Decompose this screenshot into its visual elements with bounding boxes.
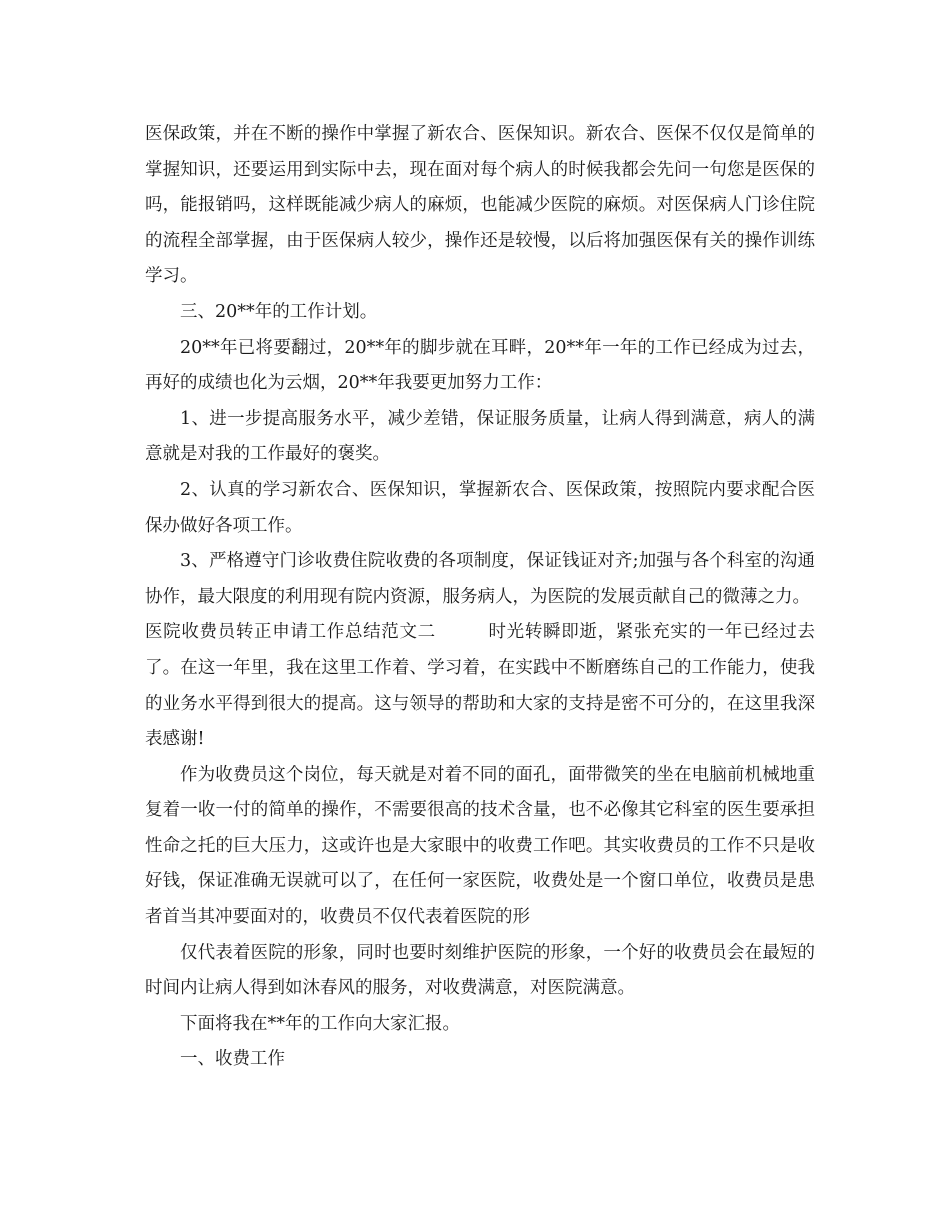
- paragraph: 20**年已将要翻过，20**年的脚步就在耳畔，20**年一年的工作已经成为过去，再好的成绩也化为云烟，20**年我要更加努力工作：: [145, 337, 815, 394]
- paragraph: 1、进一步提高服务水平，减少差错，保证服务质量，让病人得到满意，病人的满意就是对我的工作最好的褒奖。: [145, 408, 815, 465]
- paragraph: 仅代表着医院的形象，同时也要时刻维护医院的形象，一个好的收费员会在最短的时间内让病人得到如沐春风的服务，对收费满意，对医院满意。: [145, 942, 815, 999]
- section-paragraph: [145, 615, 815, 757]
- paragraph: 一、收费工作: [180, 1049, 285, 1070]
- paragraph: 下面将我在**年的工作向大家汇报。: [180, 1013, 460, 1034]
- paragraph: 3、严格遵守门诊收费住院收费的各项制度，保证钱证对齐;加强与各个科室的沟通协作，最大限度的利用现有院内资源，服务病人，为医院的发展贡献自己的微薄之力。: [145, 551, 815, 607]
- paragraph: 作为收费员这个岗位，每天就是对着不同的面孔，面带微笑的坐在电脑前机械地重复着一收一付的简单的操作，不需要很高的技术含量，也不必像其它科室的医生要承担性命之托的巨大压力，这或许也是大家眼中的收费工作吧。其实收费员的工作不只是收好钱，保证准确无误就可以了，在任何一家医院，收费处是一个窗口单位，收费员是患者首当其冲要面对的，收费员不仅代表着医院的形: [145, 764, 815, 928]
- section-lead: 时光转瞬即逝，紧张充实的一年已经过去了。在这一年里，我在这里工作着、学习着，在实践中不断磨练自己的工作能力，使我的业务水平得到很大的提高。这与领导的帮助和大家的支持是密不可分的，在这里我深表感谢!: [145, 622, 816, 750]
- section-title: 医院收费员转正申请工作总结范文二: [145, 622, 436, 643]
- document-body: [145, 117, 815, 1078]
- paragraph: 2、认真的学习新农合、医保知识，掌握新农合、医保政策，按照院内要求配合医保办做好各项工作。: [145, 479, 815, 536]
- paragraph: 三、20**年的工作计划。: [180, 301, 378, 322]
- paragraph: 医保政策，并在不断的操作中掌握了新农合、医保知识。新农合、医保不仅仅是简单的掌握知识，还要运用到实际中去，现在面对每个病人的时候我都会先问一句您是医保的吗，能报销吗，这样既能减少病人的麻烦，也能减少医院的麻烦。对医保病人门诊住院的流程全部掌握，由于医保病人较少，操作还是较慢，以后将加强医保有关的操作训练学习。: [145, 124, 815, 287]
